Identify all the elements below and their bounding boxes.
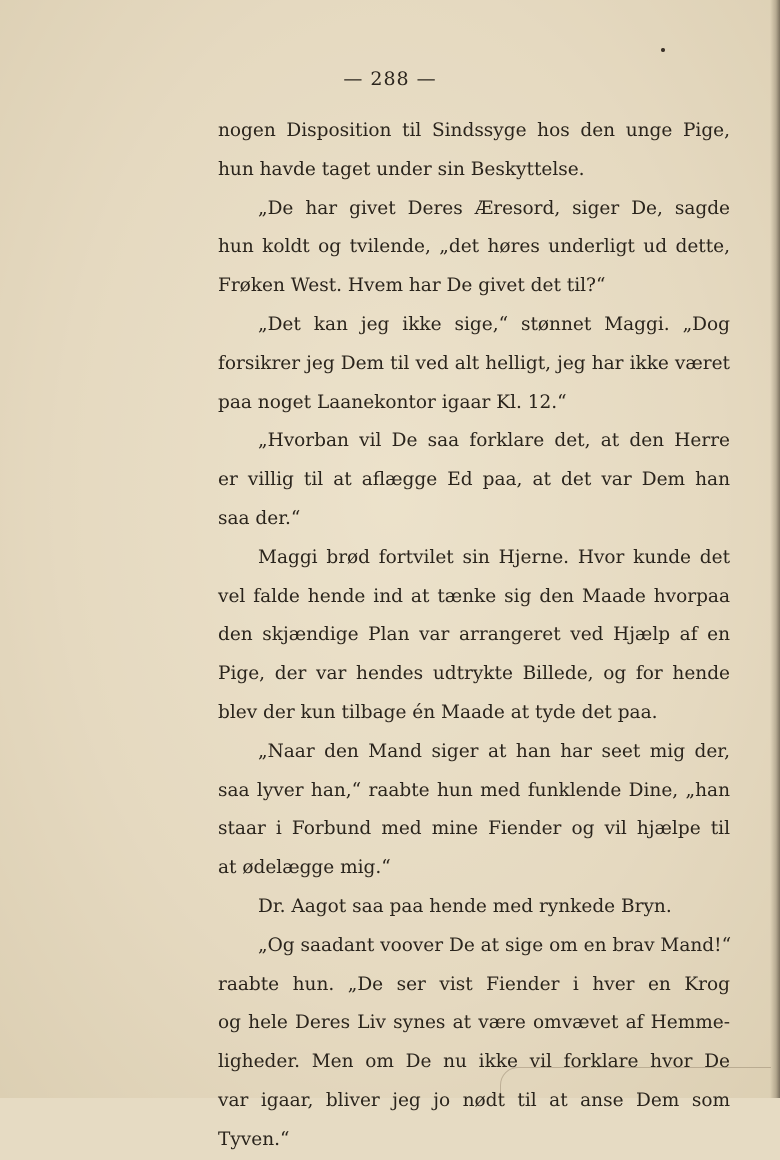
text-line — [218, 1082, 730, 1121]
text-line — [218, 810, 730, 849]
text-line — [218, 888, 730, 927]
text-line — [218, 500, 730, 539]
text-line-content: saa der.“ — [218, 507, 301, 529]
text-line-content: „De har givet Deres Æresord, siger De, sagde — [258, 197, 730, 219]
page-number: — 288 — — [343, 68, 437, 90]
text-line-content: og hele Deres Liv synes at være omvævet af Hemme- — [218, 1012, 730, 1034]
text-line — [218, 384, 730, 423]
text-line — [218, 306, 730, 345]
text-line — [218, 694, 730, 733]
text-line-content: Dr. Aagot saa paa hende med rynkede Bryn. — [258, 895, 672, 917]
text-line — [218, 772, 730, 811]
text-line-content: den skjændige Plan var arrangeret ved Hjælp af en — [218, 624, 730, 646]
text-line — [218, 578, 730, 617]
text-line — [218, 190, 730, 229]
text-line-content: forsikrer jeg Dem til ved alt helligt, jeg har ikke været — [218, 352, 730, 374]
text-line-content: vel falde hende ind at tænke sig den Maade hvorpaa — [218, 585, 730, 607]
text-line — [218, 849, 730, 888]
text-line-content: var igaar, bliver jeg jo nødt til at anse Dem som — [218, 1089, 730, 1111]
text-line — [218, 461, 730, 500]
text-line-content: „Hvorban vil De saa forklare det, at den Herre — [258, 430, 730, 452]
text-line-content: paa noget Laanekontor igaar Kl. 12.“ — [218, 391, 567, 413]
text-line-content: „Og saadant voover De at sige om en brav Mand!“ — [258, 934, 732, 956]
text-line-content: Tyven.“ — [218, 1128, 290, 1150]
ink-speck — [661, 48, 665, 52]
text-line-content: Maggi brød fortvilet sin Hjerne. Hvor kunde det — [258, 546, 730, 568]
text-line-content: er villig til at aflægge Ed paa, at det var Dem han — [218, 469, 730, 491]
page-edge-shadow — [770, 0, 780, 1098]
text-line-content: hun havde taget under sin Beskyttelse. — [218, 158, 585, 180]
text-line — [218, 927, 730, 966]
text-line-content: at ødelægge mig.“ — [218, 857, 391, 879]
body-text — [218, 112, 730, 1160]
text-line — [218, 228, 730, 267]
text-line-content: staar i Forbund med mine Fiender og vil hjælpe til — [218, 818, 730, 840]
text-line — [218, 267, 730, 306]
text-line — [218, 151, 730, 190]
text-line — [218, 345, 730, 384]
text-line — [218, 1043, 730, 1082]
text-line-content: ligheder. Men om De nu ikke vil forklare hvor De — [218, 1051, 730, 1073]
text-line-content: Pige, der var hendes udtrykte Billede, og for hende — [218, 663, 730, 685]
text-line-content: „Det kan jeg ikke sige,“ stønnet Maggi. „Dog — [258, 313, 730, 335]
text-line-content: saa lyver han,“ raabte hun med funklende Dine, „han — [218, 779, 730, 801]
text-line — [218, 733, 730, 772]
text-line — [218, 539, 730, 578]
text-line-content: „Naar den Mand siger at han har seet mig der, — [258, 740, 730, 762]
text-line — [218, 616, 730, 655]
text-line-content: blev der kun tilbage én Maade at tyde det paa. — [218, 701, 658, 723]
text-line — [218, 1121, 730, 1160]
text-line — [218, 422, 730, 461]
text-line-content: Frøken West. Hvem har De givet det til?“ — [218, 275, 606, 297]
text-line-content: raabte hun. „De ser vist Fiender i hver en Krog — [218, 973, 730, 995]
text-line — [218, 655, 730, 694]
text-line — [218, 1004, 730, 1043]
text-line-content: hun koldt og tvilende, „det høres underligt ud dette, — [218, 236, 730, 258]
text-line — [218, 966, 730, 1005]
text-line — [218, 112, 730, 151]
text-line-content: nogen Disposition til Sindssyge hos den unge Pige, — [218, 120, 730, 141]
